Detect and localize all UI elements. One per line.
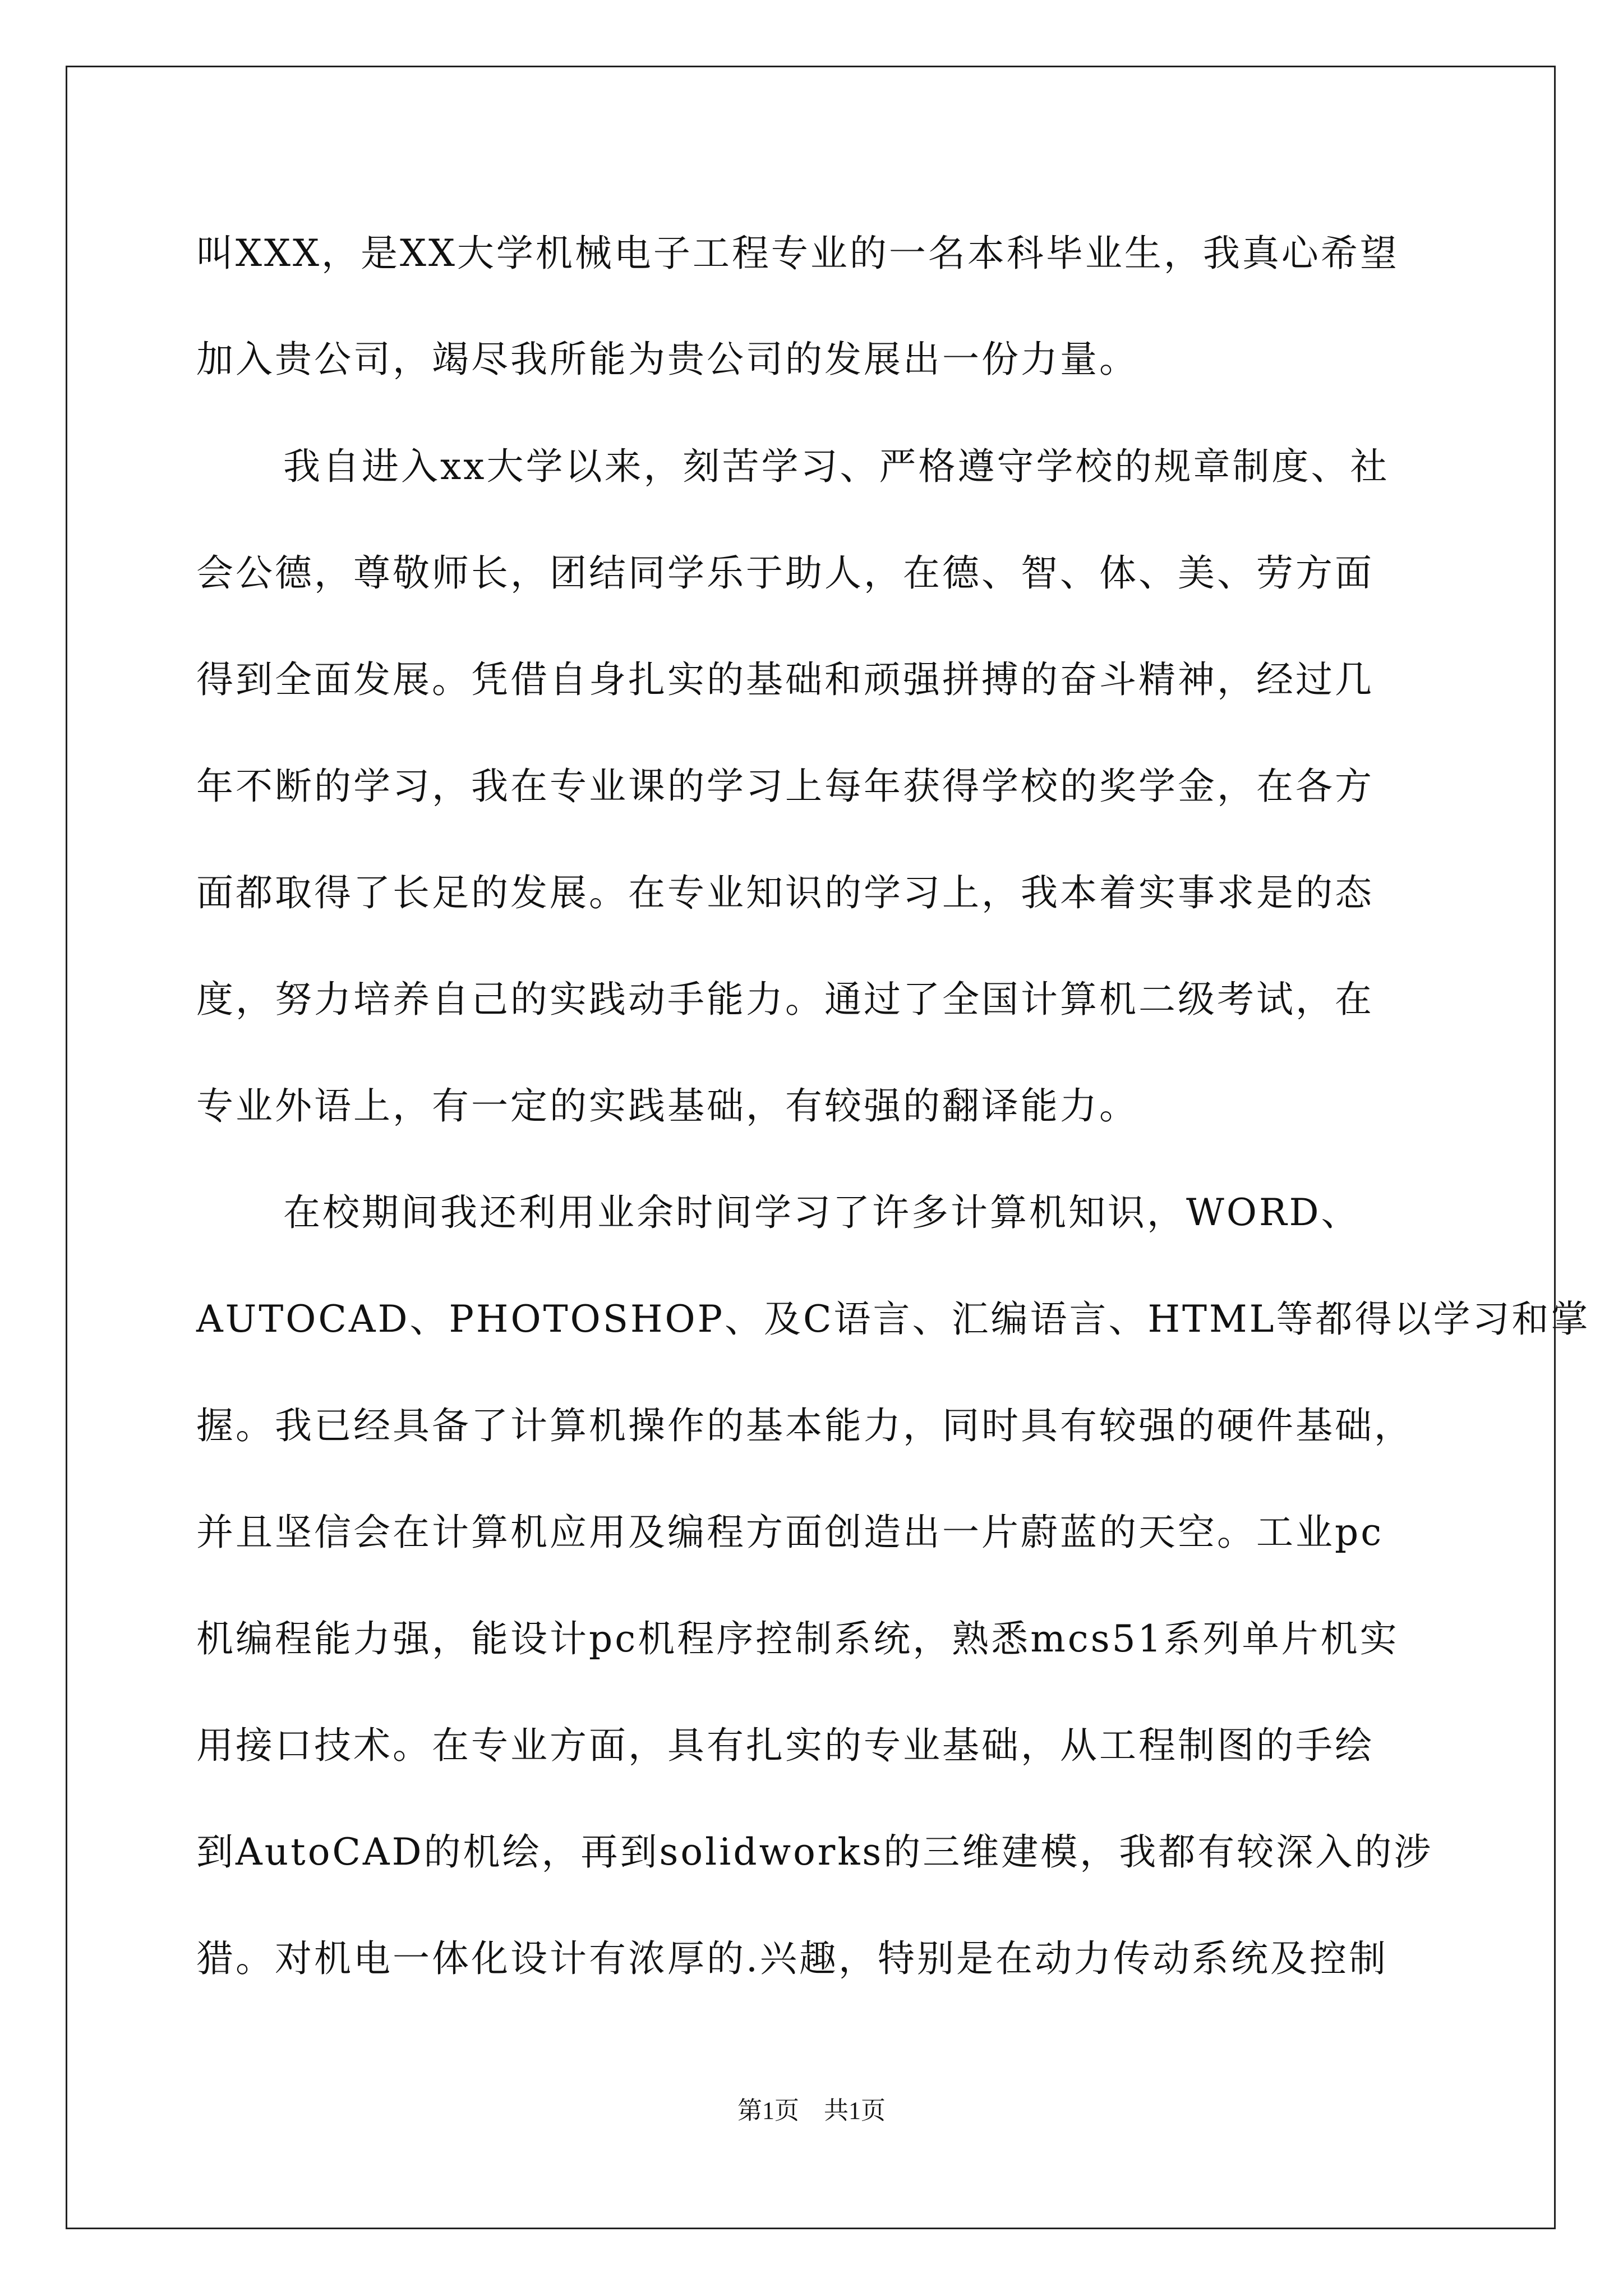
- text-line-9: 专业外语上，有一定的实践基础，有较强的翻译能力。: [196, 1084, 1138, 1128]
- text-line-3: 我自进入xx大学以来，刻苦学习、严格遵守学校的规章制度、社: [283, 445, 1390, 488]
- text-line-16: 到AutoCAD的机绘，再到solidworks的三维建模，我都有较深入的涉: [196, 1830, 1433, 1874]
- text-line-14: 机编程能力强，能设计pc机程序控制系统，熟悉mcs51系列单片机实: [196, 1617, 1399, 1660]
- text-line-13: 并且坚信会在计算机应用及编程方面创造出一片蔚蓝的天空。工业pc: [196, 1511, 1384, 1554]
- text-line-11: AUTOCAD、PHOTOSHOP、及C语言、汇编语言、HTML等都得以学习和掌: [196, 1297, 1590, 1341]
- page-footer: 第1页 共1页: [737, 2097, 886, 2124]
- text-line-4: 会公德，尊敬师长，团结同学乐于助人，在德、智、体、美、劳方面: [196, 551, 1374, 595]
- text-line-1: 叫XXX，是XX大学机械电子工程专业的一名本科毕业生，我真心希望: [196, 232, 1399, 275]
- text-line-2: 加入贵公司，竭尽我所能为贵公司的发展出一份力量。: [196, 338, 1138, 381]
- text-line-17: 猎。对机电一体化设计有浓厚的.兴趣，特别是在动力传动系统及控制: [196, 1937, 1388, 1980]
- text-line-6: 年不断的学习，我在专业课的学习上每年获得学校的奖学金，在各方: [196, 765, 1374, 808]
- text-line-10: 在校期间我还利用业余时间学习了许多计算机知识，WORD、: [283, 1191, 1361, 1234]
- text-line-12: 握。我已经具备了计算机操作的基本能力，同时具有较强的硬件基础，: [196, 1404, 1413, 1447]
- page-border: [66, 66, 1590, 2229]
- text-line-8: 度，努力培养自己的实践动手能力。通过了全国计算机二级考试，在: [196, 978, 1374, 1021]
- text-line-15: 用接口技术。在专业方面，具有扎实的专业基础，从工程制图的手绘: [196, 1724, 1374, 1767]
- text-line-5: 得到全面发展。凭借自身扎实的基础和顽强拼搏的奋斗精神，经过几: [196, 658, 1374, 701]
- text-line-7: 面都取得了长足的发展。在专业知识的学习上，我本着实事求是的态: [196, 871, 1374, 914]
